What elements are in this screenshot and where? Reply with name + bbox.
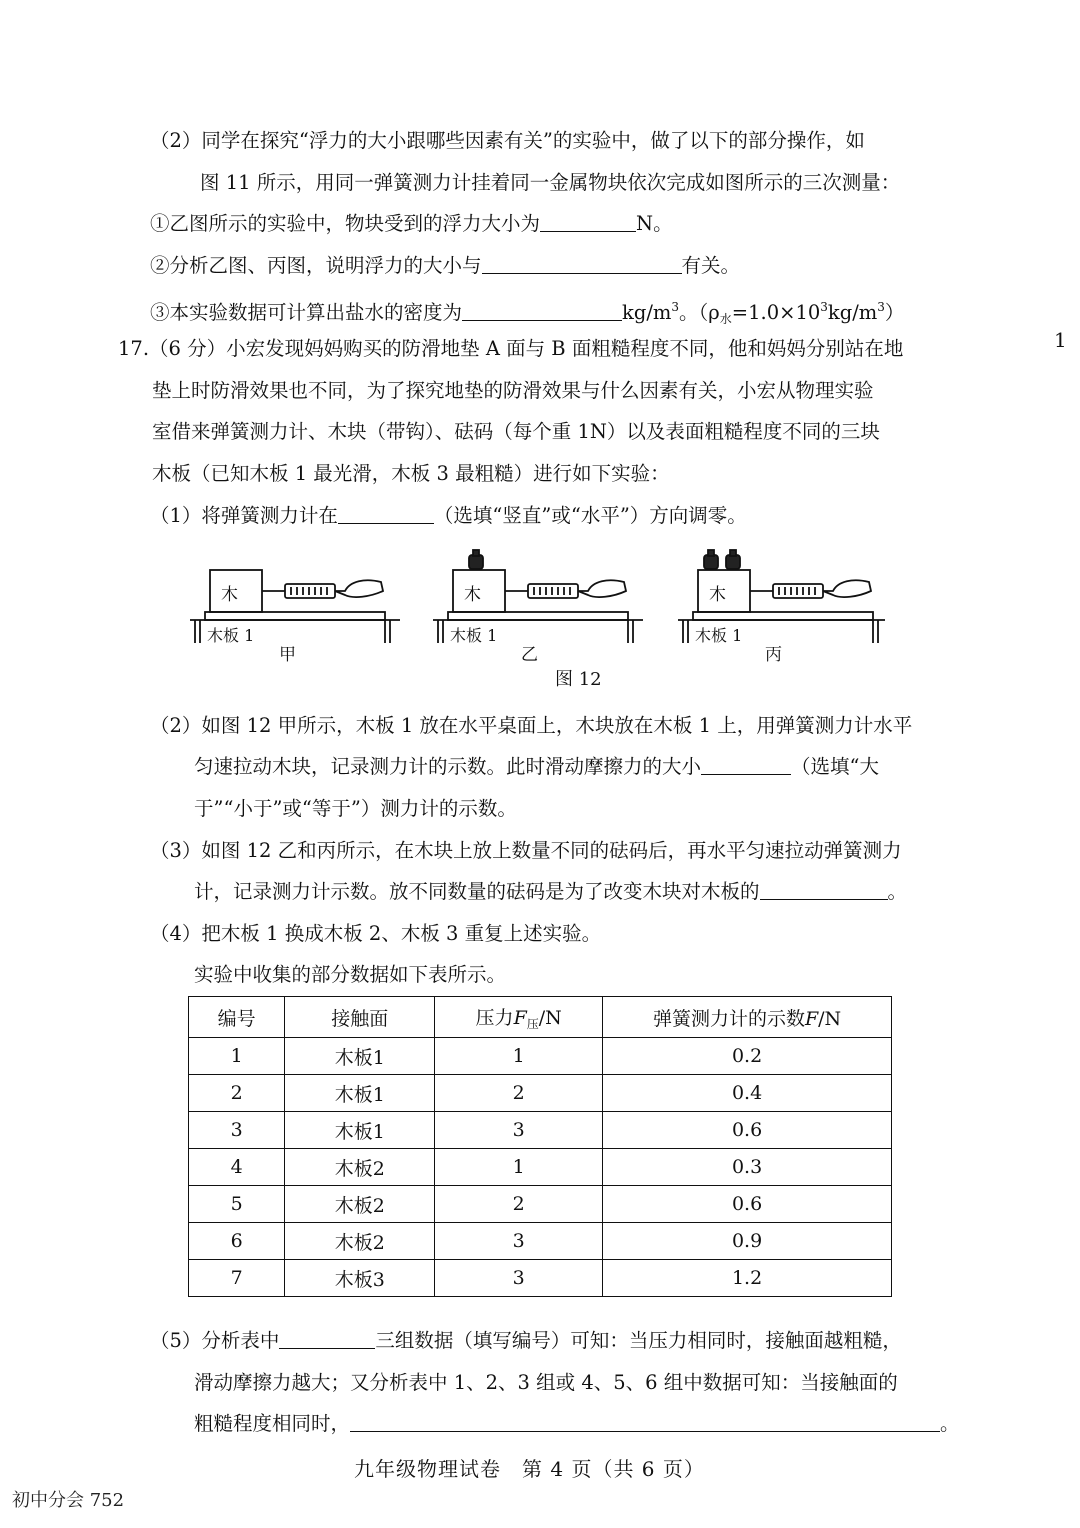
figure-12 [185, 545, 885, 670]
q16-item2-post: 有关。 [681, 254, 741, 277]
q17-line2: 垫上时防滑效果也不同，为了探究地垫的防滑效果与什么因素有关，小宏从物理实验 [152, 379, 874, 402]
table-row [189, 1038, 892, 1075]
header-number: 编号 [189, 997, 285, 1038]
q16-item3-note-mid: =1.0×10 [731, 301, 821, 324]
board-label-yi: 木板 1 [450, 626, 498, 645]
q17-p2-text: 匀速拉动木块，记录测力计的示数。此时滑动摩擦力的大小 [194, 755, 702, 778]
cell-surface: 木板1 [285, 1038, 435, 1075]
q16-item3-note-sup2: 3 [877, 300, 885, 314]
header-reading-unit: /N [818, 1007, 842, 1030]
cell-number: 6 [189, 1223, 285, 1260]
table-row [189, 1075, 892, 1112]
block-label-yi: 木 [464, 585, 481, 605]
cell-reading: 1.2 [603, 1260, 892, 1297]
cell-pressure: 2 [435, 1186, 603, 1223]
q17-p3-post: 。 [887, 880, 908, 903]
setup-label-yi: 乙 [521, 645, 538, 665]
q16-item3-note-end: ） [884, 301, 905, 324]
cell-reading: 0.6 [603, 1186, 892, 1223]
header-pressure-label: 压力 [475, 1006, 514, 1029]
q17-p2-blank[interactable] [701, 752, 791, 775]
q16-item3-unit-sup: 3 [671, 300, 680, 314]
block-label-jia: 木 [221, 585, 238, 605]
q17-p5-blank2[interactable] [350, 1409, 940, 1432]
header-pressure [435, 997, 603, 1038]
q17-p3-line2 [194, 877, 907, 907]
q17-p2-line3: 于”“小于”或“等于”）测力计的示数。 [194, 797, 517, 820]
q17-p5-text: （5）分析表中 [150, 1329, 280, 1352]
header-pressure-var: F [513, 1006, 527, 1029]
cell-pressure: 3 [435, 1112, 603, 1149]
q16-item3 [150, 292, 904, 334]
q17-p5-line3-text: 粗糙程度相同时， [194, 1412, 351, 1435]
q16-item1-unit: N。 [636, 212, 673, 235]
header-pressure-sub: 压 [526, 1016, 539, 1031]
q16-item3-unit: kg/m [622, 301, 672, 324]
q17-p1-post: （选填“竖直”或“水平”）方向调零。 [433, 504, 747, 527]
q17-p5-line2: 滑动摩擦力越大；又分析表中 1、2、3 组或 4、5、6 组中数据可知：当接触面的 [194, 1371, 898, 1394]
q16-item1-blank[interactable] [540, 209, 636, 232]
cell-surface: 木板2 [285, 1186, 435, 1223]
cell-pressure: 3 [435, 1223, 603, 1260]
q16-item3-note-sup1: 3 [820, 300, 828, 314]
q16-item3-note-sub: 水 [719, 312, 732, 326]
cell-surface: 木板1 [285, 1112, 435, 1149]
setup-label-jia: 甲 [279, 645, 296, 665]
cell-surface: 木板2 [285, 1149, 435, 1186]
cell-number: 2 [189, 1075, 285, 1112]
cell-number: 4 [189, 1149, 285, 1186]
cell-reading: 0.2 [603, 1038, 892, 1075]
q16-item3-blank[interactable] [462, 298, 622, 321]
header-reading-label: 弹簧测力计的示数 [652, 1007, 805, 1030]
q16-item3-note-unit: kg/m [827, 301, 878, 324]
cell-number: 7 [189, 1260, 285, 1297]
cell-reading: 0.6 [603, 1112, 892, 1149]
q17-p5-post: 三组数据（填写编号）可知：当压力相同时，接触面越粗糙， [375, 1329, 902, 1352]
q17-p1-blank[interactable] [338, 501, 434, 524]
cell-pressure: 1 [435, 1038, 603, 1075]
table-row [189, 1223, 892, 1260]
header-surface: 接触面 [285, 997, 435, 1038]
q17-p3-text: 计，记录测力计示数。放不同数量的砝码是为了改变木块对木板的 [194, 880, 760, 903]
q16-item2 [150, 251, 740, 281]
q17-p5-line1 [150, 1326, 902, 1356]
header-pressure-unit: /N [538, 1006, 562, 1029]
setup-label-bing: 丙 [765, 645, 782, 665]
cell-reading: 0.4 [603, 1075, 892, 1112]
q17-p2-post: （选填“大 [791, 755, 879, 778]
board-label-jia: 木板 1 [207, 626, 255, 645]
board-label-bing: 木板 1 [695, 626, 743, 645]
block-label-bing: 木 [709, 585, 726, 605]
q16-item3-text: ③本实验数据可计算出盐水的密度为 [150, 301, 463, 324]
q17-p5-line3-post: 。 [940, 1412, 960, 1435]
header-reading-var: F [804, 1007, 819, 1030]
q17-line1: 17.（6 分）小宏发现妈妈购买的防滑地垫 A 面与 B 面粗糙程度不同，他和妈妈分别站在地 [118, 337, 904, 360]
cell-surface: 木板3 [285, 1260, 435, 1297]
q17-p5-blank1[interactable] [279, 1326, 375, 1349]
q17-p5-line3 [194, 1409, 960, 1439]
cell-reading: 0.3 [603, 1149, 892, 1186]
data-table [188, 996, 892, 1297]
q16-item2-blank[interactable] [482, 251, 682, 274]
table-row [189, 1186, 892, 1223]
q16-item2-text: ②分析乙图、丙图，说明浮力的大小与 [150, 254, 482, 277]
q16-intro-line2: 图 11 所示，用同一弹簧测力计挂着同一金属物块依次完成如图所示的三次测量： [200, 171, 901, 194]
margin-number: 1 [1054, 328, 1067, 352]
q16-item1-text: ①乙图所示的实验中，物块受到的浮力大小为 [150, 212, 541, 235]
table-row [189, 1112, 892, 1149]
cell-pressure: 1 [435, 1149, 603, 1186]
q17-p4-line1: （4）把木板 1 换成木板 2、木板 3 重复上述实验。 [150, 922, 602, 945]
q16-item1 [150, 209, 673, 239]
page-footer: 九年级物理试卷 第 4 页（共 6 页） [354, 1457, 705, 1481]
header-reading [603, 997, 892, 1038]
cell-number: 3 [189, 1112, 285, 1149]
q17-p3-blank[interactable] [760, 877, 888, 900]
table-row [189, 1260, 892, 1297]
cell-pressure: 3 [435, 1260, 603, 1297]
q17-line4: 木板（已知木板 1 最光滑，木板 3 最粗糙）进行如下实验： [152, 462, 670, 485]
q17-p3-line1: （3）如图 12 乙和丙所示，在木块上放上数量不同的砝码后，再水平匀速拉动弹簧测力 [150, 839, 902, 862]
cell-number: 5 [189, 1186, 285, 1223]
figure-12-caption: 图 12 [555, 669, 602, 690]
q17-p1 [150, 501, 747, 531]
q16-item3-note-pre: 。（ρ [679, 301, 720, 324]
q17-line3: 室借来弹簧测力计、木块（带钩）、砝码（每个重 1N）以及表面粗糙程度不同的三块 [152, 420, 880, 443]
q17-p2-line1: （2）如图 12 甲所示，木板 1 放在水平桌面上，木块放在木板 1 上，用弹簧测力计水平 [150, 714, 913, 737]
q17-p1-text: （1）将弹簧测力计在 [150, 504, 338, 527]
cell-pressure: 2 [435, 1075, 603, 1112]
table-row [189, 1149, 892, 1186]
table-header-row [189, 997, 892, 1038]
q16-intro-line1: （2）同学在探究“浮力的大小跟哪些因素有关”的实验中，做了以下的部分操作，如 [150, 129, 865, 152]
q17-p2-line2 [194, 752, 879, 782]
cell-number: 1 [189, 1038, 285, 1075]
cell-surface: 木板2 [285, 1223, 435, 1260]
cell-surface: 木板1 [285, 1075, 435, 1112]
cell-reading: 0.9 [603, 1223, 892, 1260]
watermark: 初中分会 752 [12, 1490, 125, 1511]
q17-p4-line2: 实验中收集的部分数据如下表所示。 [194, 963, 507, 986]
